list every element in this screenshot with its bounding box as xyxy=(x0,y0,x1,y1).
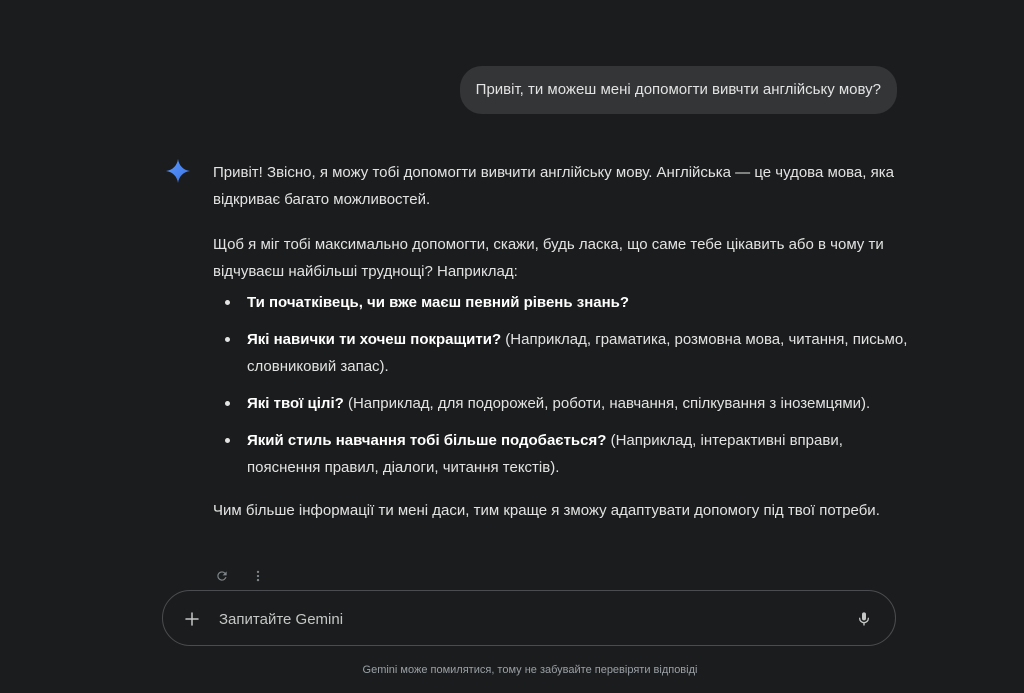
bullet-dot xyxy=(225,300,230,305)
list-item xyxy=(213,390,913,417)
gemini-logo-icon xyxy=(166,159,190,183)
microphone-button[interactable] xyxy=(853,608,875,630)
mic-icon xyxy=(856,610,872,628)
bullet-dot xyxy=(225,401,230,406)
response-bullet-list xyxy=(213,289,913,481)
list-item-text: (Наприклад, граматика, розмовна мова, читання, письмо, словниковий запас). xyxy=(247,331,908,375)
response-paragraph: Щоб я міг тобі максимально допомогти, скажи, будь ласка, що саме тебе цікавить або в чому ти відчуваєш найбільші труднощі? Наприклад: xyxy=(213,236,884,280)
list-item-text: (Наприклад, для подорожей, роботи, навчання, спілкування з іноземцями). xyxy=(343,395,871,412)
disclaimer-text: Gemini може помилятися, тому не забувайте перевіряти відповіді xyxy=(362,664,698,676)
bullet-dot xyxy=(225,337,230,342)
more-options-button[interactable] xyxy=(250,568,266,584)
more-vert-icon xyxy=(251,569,265,583)
list-item-bold: Які навички ти хочеш покращити? xyxy=(247,331,502,348)
list-item xyxy=(213,289,913,316)
regenerate-button[interactable] xyxy=(214,568,230,584)
refresh-icon xyxy=(215,569,229,583)
list-item-bold: Ти початківець, чи вже маєш певний рівень знань? xyxy=(247,294,630,311)
prompt-input-box xyxy=(162,590,896,646)
list-item xyxy=(213,427,913,481)
assistant-response xyxy=(213,159,913,524)
user-message-bubble xyxy=(460,66,897,114)
list-item-bold: Які твої цілі? xyxy=(247,395,344,412)
add-attachment-button[interactable] xyxy=(179,606,205,632)
response-paragraph: Привіт! Звісно, я можу тобі допомогти вивчити англійську мову. Англійська — це чудова мова, яка відкриває багато можливостей. xyxy=(213,164,894,208)
list-item-bold: Який стиль навчання тобі більше подобається? xyxy=(247,432,607,449)
response-paragraph: Чим більше інформації ти мені даси, тим краще я зможу адаптувати допомогу під твої потреби. xyxy=(213,502,880,519)
list-item-text: (Наприклад, інтерактивні вправи, пояснення правил, діалоги, читання текстів). xyxy=(247,432,843,476)
user-message-text: Привіт, ти можеш мені допомогти вивчти англійську мову? xyxy=(475,81,881,98)
response-actions xyxy=(214,568,266,584)
bullet-dot xyxy=(225,438,230,443)
plus-icon xyxy=(183,610,201,628)
list-item xyxy=(213,326,913,380)
prompt-input[interactable] xyxy=(219,607,819,631)
